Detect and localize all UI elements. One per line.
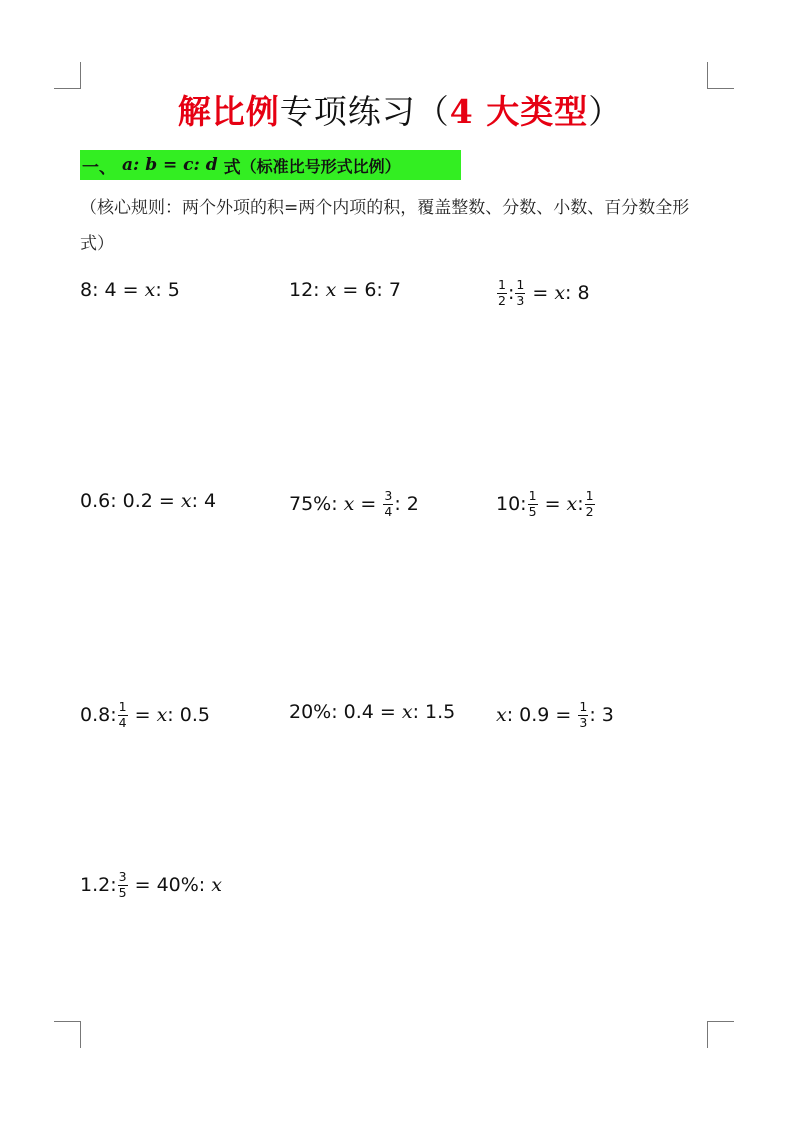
variable-x: x <box>343 493 355 515</box>
title-red-2: 4 大类型 <box>449 92 589 131</box>
section-prefix: 一、 <box>82 157 116 178</box>
fraction-denominator: 3 <box>579 714 588 730</box>
problem-4 <box>80 490 216 512</box>
equation-text: = <box>128 704 157 726</box>
variable-x: x <box>566 493 578 515</box>
fraction-numerator: 1 <box>585 488 594 503</box>
crop-mark-top-right <box>707 62 734 89</box>
equation-text: 12: <box>289 279 326 301</box>
equation-text: 1.2: <box>80 874 117 896</box>
problem-8 <box>289 701 455 723</box>
fraction-denominator: 4 <box>384 503 393 519</box>
equation-text: 8: 4 = <box>80 279 145 301</box>
equation-text: : 2 <box>394 493 419 515</box>
fraction-denominator: 5 <box>528 503 537 519</box>
fraction <box>528 490 538 518</box>
equation-text: 0.8: <box>80 704 117 726</box>
variable-x: x <box>144 279 156 301</box>
fraction-numerator: 1 <box>579 699 588 714</box>
section-suffix: 式 <box>223 157 241 178</box>
problem-5 <box>289 490 419 518</box>
fraction-denominator: 2 <box>498 292 506 308</box>
equation-text: 75%: <box>289 493 344 515</box>
fraction <box>585 490 595 518</box>
variable-x: x <box>180 490 192 512</box>
variable-x: x <box>325 279 337 301</box>
fraction-denominator: 2 <box>585 503 594 519</box>
fraction-denominator: 5 <box>118 884 127 900</box>
fraction <box>515 279 525 307</box>
equation-text: 0.6: 0.2 = <box>80 490 181 512</box>
equation-text: : 3 <box>589 704 614 726</box>
problem-3 <box>496 279 590 307</box>
fraction-denominator: 3 <box>516 292 525 308</box>
problem-7 <box>80 701 210 729</box>
equation-text: = 6: 7 <box>336 279 401 301</box>
section-heading <box>80 150 461 180</box>
page-title <box>0 86 800 133</box>
core-rule-text: （核心规则：两个外项的积=两个内项的积，覆盖整数、分数、小数、百分数全形式） <box>80 198 690 254</box>
title-red-1: 解比例 <box>177 92 280 131</box>
title-close: ） <box>588 92 623 131</box>
equation-text: = <box>538 493 567 515</box>
fraction-numerator: 3 <box>384 488 393 503</box>
equation-text: : 8 <box>565 282 590 304</box>
equation-text: 20%: 0.4 = <box>289 701 402 723</box>
variable-x: x <box>401 701 413 723</box>
fraction <box>118 701 128 729</box>
crop-mark-bottom-left <box>54 1021 81 1048</box>
section-formula: a: b = c: d <box>122 155 218 175</box>
equation-text: : 5 <box>155 279 180 301</box>
crop-mark-bottom-right <box>707 1021 734 1048</box>
section-subtitle: （标准比号形式比例） <box>240 156 401 176</box>
problem-10 <box>80 871 222 899</box>
equation-text: : <box>507 282 515 304</box>
equation-text: : 4 <box>191 490 217 512</box>
equation-text: = <box>526 282 555 304</box>
fraction <box>578 701 588 729</box>
fraction-denominator: 4 <box>118 714 127 730</box>
variable-x: x <box>496 704 507 726</box>
fraction-numerator: 1 <box>118 699 127 714</box>
equation-text: = 40%: <box>128 874 212 896</box>
fraction <box>497 279 507 307</box>
problem-9 <box>496 701 614 729</box>
fraction-numerator: 3 <box>118 869 127 884</box>
equation-text: : 0.5 <box>167 704 210 726</box>
crop-mark-top-left <box>54 62 81 89</box>
problem-6 <box>496 490 596 518</box>
title-black: 专项练习（ <box>279 92 450 131</box>
fraction <box>118 871 128 899</box>
problem-1 <box>80 279 180 301</box>
fraction-numerator: 1 <box>528 488 537 503</box>
equation-text: 10: <box>496 493 527 515</box>
fraction <box>383 490 393 518</box>
variable-x: x <box>211 874 222 896</box>
equation-text: = <box>354 493 383 515</box>
problem-2 <box>289 279 401 301</box>
equation-text: : <box>577 493 584 515</box>
fraction-numerator: 1 <box>498 277 506 292</box>
variable-x: x <box>554 282 566 304</box>
variable-x: x <box>156 704 168 726</box>
equation-text: : 1.5 <box>412 701 456 723</box>
fraction-numerator: 1 <box>516 277 525 292</box>
equation-text: : 0.9 = <box>506 704 578 726</box>
